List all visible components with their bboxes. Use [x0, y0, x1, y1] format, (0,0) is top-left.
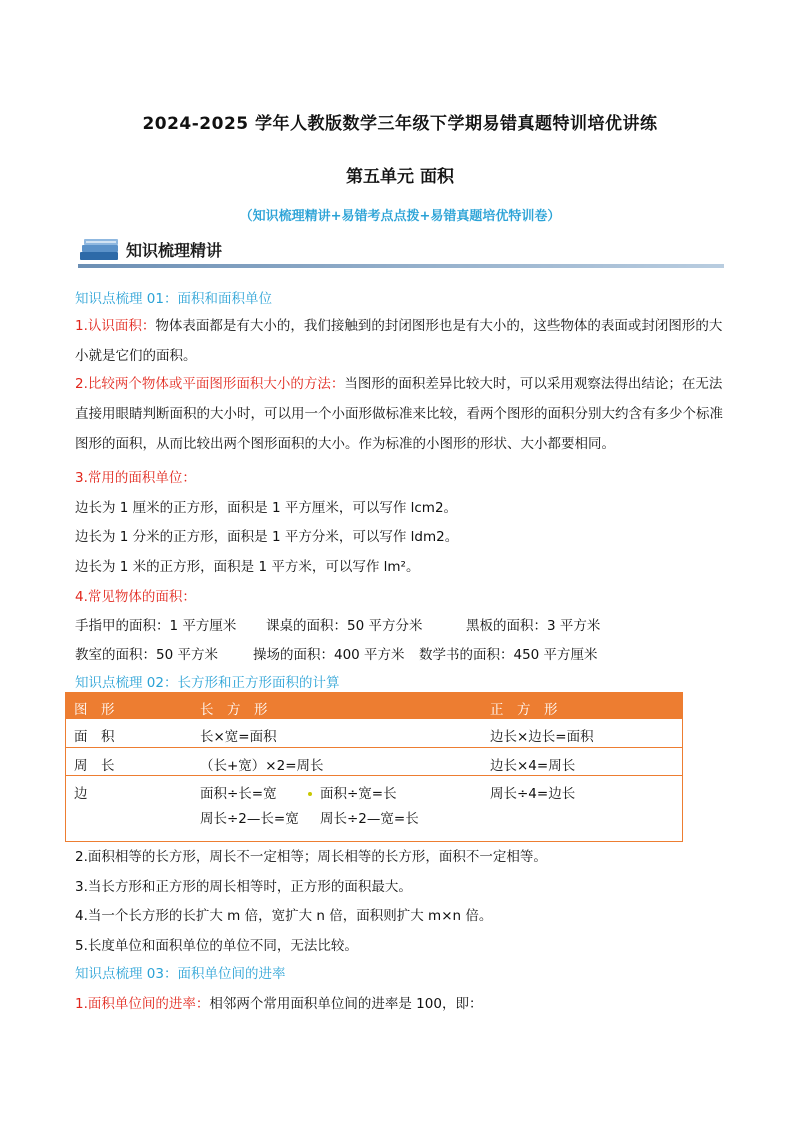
note-line: 4.当一个长方形的长扩大 m 倍，宽扩大 n 倍，面积则扩大 m×n 倍。	[75, 908, 493, 924]
row-label: 面 积	[74, 729, 115, 745]
paragraph-label: 1.认识面积：	[75, 318, 156, 334]
table-row-side	[66, 776, 682, 842]
rect-formula-text: 面积÷宽=长	[320, 786, 397, 802]
document-subtitle: （知识梳理精讲+易错考点点拨+易错真题培优特训卷）	[239, 209, 561, 224]
section-heading-01: 知识点梳理 01：面积和面积单位	[75, 291, 272, 307]
square-formula: 周长÷4=边长	[490, 786, 576, 802]
common-area-desk: 课桌的面积：50 平方分米	[266, 618, 423, 634]
formula-table	[65, 692, 683, 842]
rect-formula	[300, 782, 397, 802]
rect-formula: 长×宽=面积	[200, 729, 277, 745]
paragraph-compare-method	[75, 369, 725, 459]
section-heading-02: 知识点梳理 02：长方形和正方形面积的计算	[75, 675, 340, 691]
rect-formula: 面积÷长=宽	[200, 786, 277, 802]
paragraph-label: 2.比较两个物体或平面图形面积大小的方法：	[75, 376, 345, 392]
table-row-area	[66, 719, 682, 747]
table-row-perimeter	[66, 748, 682, 775]
common-area-fingernail: 手指甲的面积：1 平方厘米	[75, 618, 237, 634]
note-line: 3.当长方形和正方形的周长相等时，正方形的面积最大。	[75, 879, 412, 895]
table-header	[66, 693, 682, 719]
banner-rule	[78, 264, 724, 268]
paragraph-label: 1.面积单位间的进率：	[75, 996, 210, 1012]
common-area-mathbook: 数学书的面积：450 平方厘米	[419, 647, 598, 663]
common-area-classroom: 教室的面积：50 平方米	[75, 647, 218, 663]
paragraph-area-concept	[75, 311, 725, 371]
unit-line-m: 边长为 1 米的正方形，面积是 1 平方米，可以写作 lm²。	[75, 559, 420, 575]
section-banner	[78, 232, 724, 268]
paragraph-label-units: 3.常用的面积单位：	[75, 470, 196, 486]
paragraph-label-common: 4.常见物体的面积：	[75, 589, 196, 605]
banner-label: 知识梳理精讲	[126, 241, 223, 260]
header-cell-shape: 图 形	[74, 702, 115, 718]
document-title: 2024-2025 学年人教版数学三年级下学期易错真题特训培优讲练	[142, 114, 658, 134]
note-line: 5.长度单位和面积单位的单位不同，无法比较。	[75, 938, 358, 954]
paragraph-text: 物体表面都是有大小的，我们接触到的封闭图形也是有大小的，这些物体的表面或封闭图形的大小就是它们的面积。	[75, 318, 723, 364]
note-line: 2.面积相等的长方形，周长不一定相等；周长相等的长方形，面积不一定相等。	[75, 849, 547, 865]
square-formula: 边长×4=周长	[490, 758, 576, 774]
unit-title: 第五单元 面积	[346, 167, 454, 187]
common-area-blackboard: 黑板的面积：3 平方米	[466, 618, 601, 634]
paragraph-text: 相邻两个常用面积单位间的进率是 100，即：	[209, 996, 483, 1012]
header-cell-square: 正 方 形	[490, 702, 558, 718]
header-cell-rectangle: 长 方 形	[200, 702, 268, 718]
dot-icon	[308, 792, 312, 796]
paragraph-text: 当图形的面积差异比较大时，可以采用观察法得出结论；在无法直接用眼睛判断面积的大小时，可以用一个小面形做标准来比较，看两个图形的面积分别大约含有多少个标准图形的面积，从而比较出两个图形面积的大小。作为标准的小图形的形状、大小都要相同。	[75, 376, 723, 452]
rect-formula: （长+宽）×2=周长	[200, 758, 324, 774]
books-icon	[78, 236, 122, 262]
row-label: 边	[74, 786, 88, 802]
common-area-playground: 操场的面积：400 平方米	[253, 647, 405, 663]
rect-formula: 周长÷2—长=宽	[200, 811, 299, 827]
rect-formula: 周长÷2—宽=长	[320, 811, 419, 827]
square-formula: 边长×边长=面积	[490, 729, 594, 745]
unit-line-cm: 边长为 1 厘米的正方形，面积是 1 平方厘米，可以写作 lcm2。	[75, 500, 458, 516]
paragraph-unit-rate	[75, 992, 482, 1012]
section-heading-03: 知识点梳理 03：面积单位间的进率	[75, 966, 286, 982]
unit-line-dm: 边长为 1 分米的正方形，面积是 1 平方分米，可以写作 ldm2。	[75, 529, 459, 545]
row-label: 周 长	[74, 758, 115, 774]
